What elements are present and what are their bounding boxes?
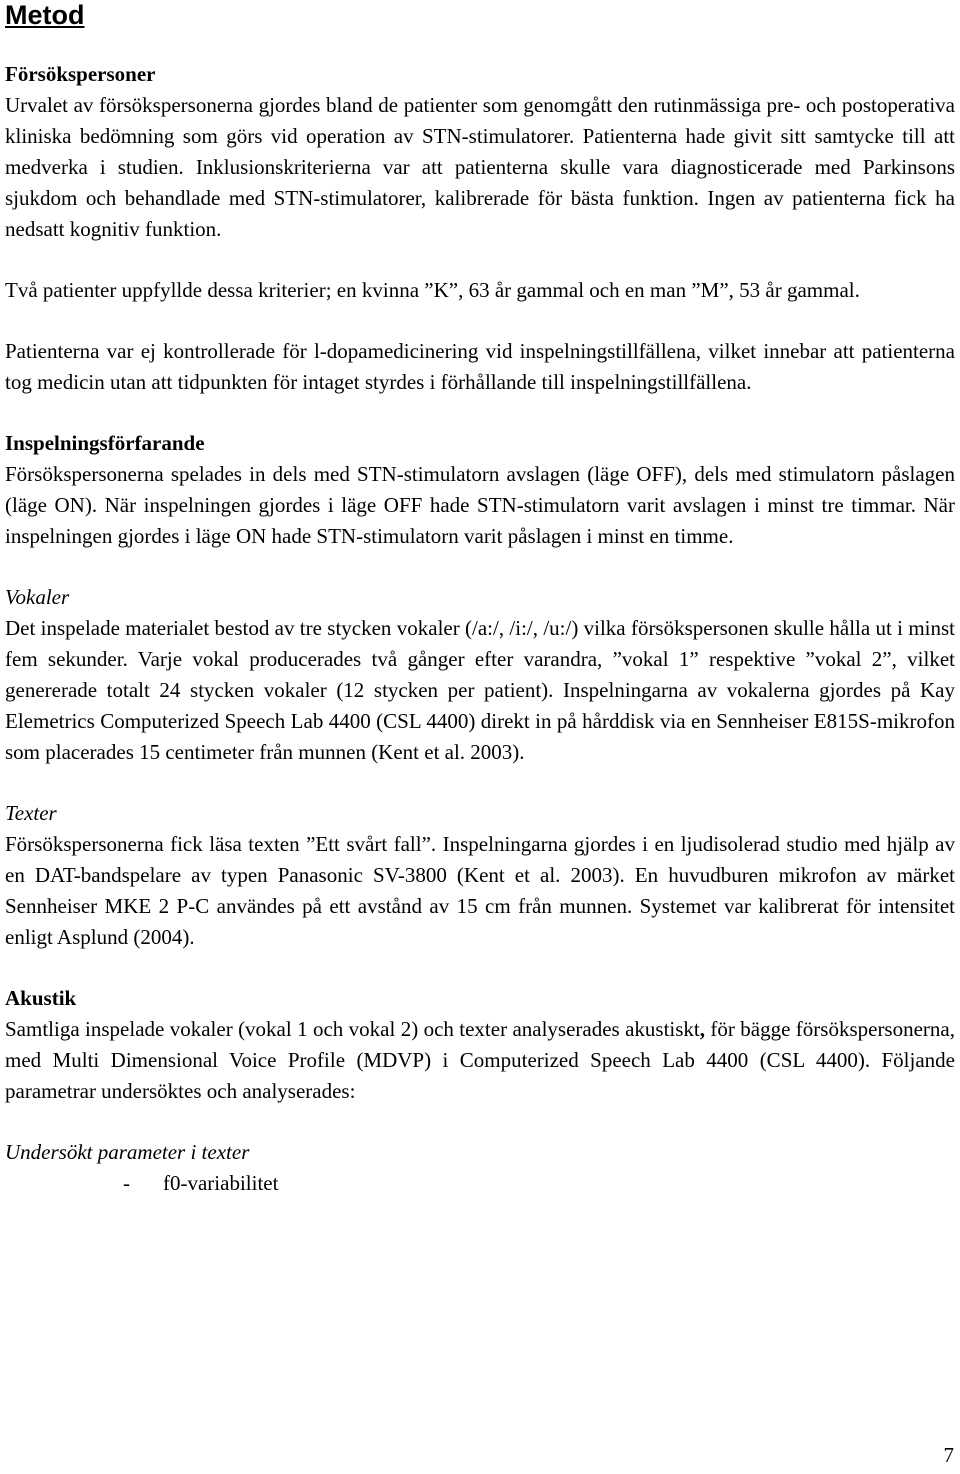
document-page — [5, 0, 955, 1199]
list-dash: - — [123, 1171, 130, 1195]
list-item-label: f0-variabilitet — [163, 1171, 279, 1195]
section-heading-undersokt: Undersökt parameter i texter — [5, 1140, 250, 1164]
paragraph-forsokspersoner-2: Två patienter uppfyllde dessa kriterier; en kvinna ”K”, 63 år gammal och en man ”M”, 53 år gammal. — [5, 278, 860, 302]
paragraph-inspelning-1: Försökspersonerna spelades in dels med STN-stimulatorn avslagen (läge OFF), dels med stimulatorn påslagen (läge ON). När inspelningen gjordes i läge OFF hade STN-stimulatorn varit avslagen i minst tre timmar. När inspelningen gjordes i läge ON hade STN-stimulatorn varit påslagen i minst en timme. — [5, 462, 955, 548]
paragraph-texter-1: Försökspersonerna fick läsa texten ”Ett svårt fall”. Inspelningarna gjordes i en ljudisolerad studio med hjälp av en DAT-bandspelare av typen Panasonic SV-3800 (Kent et al. 2003). En huvudburen mikrofon av märket Sennheiser MKE 2 P-C användes på ett avstånd av 15 cm från munnen. Systemet var kalibrerat för intensitet enligt Asplund (2004). — [5, 832, 955, 949]
paragraph-forsokspersoner-3: Patienterna var ej kontrollerade för l-dopamedicinering vid inspelningstillfällena, vilket innebar att patienterna tog medicin utan att tidpunkten för intaget styrdes i förhållande till inspelningstillfällena. — [5, 339, 955, 394]
section-heading-texter: Texter — [5, 801, 57, 825]
paragraph-forsokspersoner-1: Urvalet av försökspersonerna gjordes bland de patienter som genomgått den rutinmässiga pre- och postoperativa kliniska bedömning som görs vid operation av STN-stimulatorer. Patienterna hade givit sitt samtycke till att medverka i studien. Inklusionskriterierna var att patienterna skulle vara diagnosticerade med Parkinsons sjukdom och behandlade med STN-stimulatorer, kalibrerade för bästa funktion. Ingen av patienterna fick ha nedsatt kognitiv funktion. — [5, 93, 955, 241]
section-heading-forsokspersoner: Försökspersoner — [5, 62, 156, 86]
akustik-bold-comma: , — [699, 1017, 706, 1041]
list-item — [5, 1168, 955, 1199]
paragraph-vokaler-1: Det inspelade materialet bestod av tre stycken vokaler (/a:/, /i:/, /u:/) vilka försökspersonen skulle hålla ut i minst fem sekunder. Varje vokal producerades två gånger efter varandra, ”vokal 1” respektive ”vokal 2”, vilket genererade totalt 24 stycken vokaler (12 stycken per patient). Inspelningarna av vokalerna gjordes på Kay Elemetrics Computerized Speech Lab 4400 (CSL 4400) direkt in på hårddisk via en Sennheiser E815S-mikrofon som placerades 15 centimeter från munnen (Kent et al. 2003). — [5, 616, 955, 764]
paragraph-akustik-1 — [5, 1014, 955, 1107]
section-heading-akustik: Akustik — [5, 986, 77, 1010]
spacer — [5, 30, 955, 59]
page-number: 7 — [943, 1443, 954, 1467]
section-heading-vokaler: Vokaler — [5, 585, 70, 609]
section-heading-inspelning: Inspelningsförfarande — [5, 431, 205, 455]
page-title: Metod — [5, 0, 85, 30]
akustik-text-before: Samtliga inspelade vokaler (vokal 1 och vokal 2) och texter analyserades akustiskt — [5, 1017, 700, 1041]
akustik-text-after: för bägge försökspersonerna, med Multi Dimensional Voice Profile (MDVP) i Computerized Speech Lab 4400 (CSL 4400). Följande parametrar undersöktes och analyserades: — [5, 1017, 955, 1103]
